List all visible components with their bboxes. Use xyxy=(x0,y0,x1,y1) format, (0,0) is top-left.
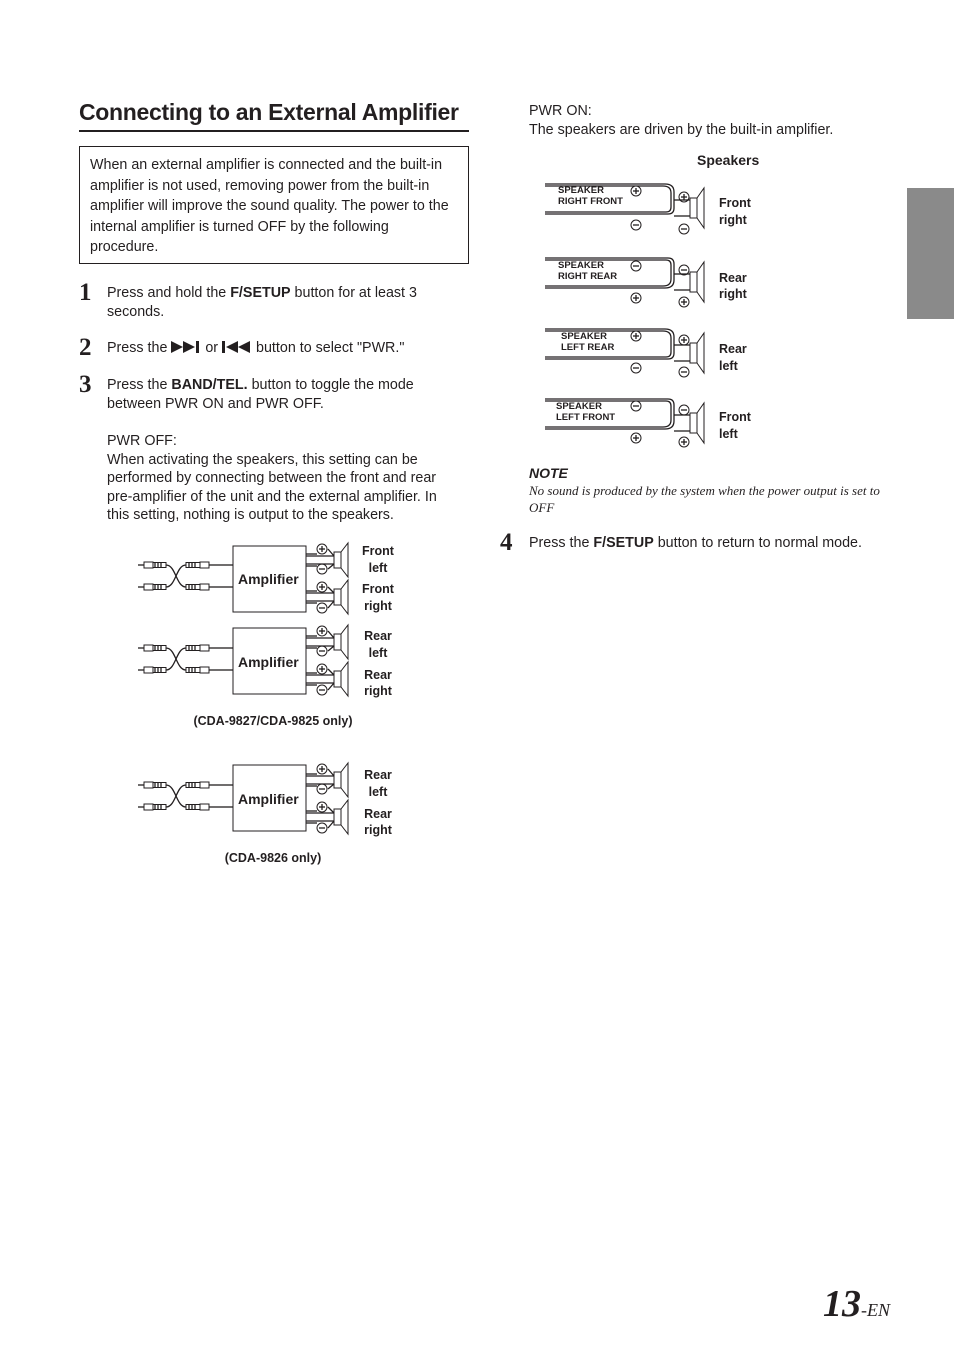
label-front-left-1: Front xyxy=(362,544,394,558)
label-rear-right-4: right xyxy=(364,823,392,837)
step-3-number: 3 xyxy=(79,371,92,398)
label-front-right-2: right xyxy=(364,599,392,613)
side-section-tab xyxy=(907,188,954,319)
speaker-label-lf-2: left xyxy=(719,427,738,441)
wire-label-rf-2: RIGHT FRONT xyxy=(558,196,623,207)
amplifier-label-2: Amplifier xyxy=(238,654,299,670)
page-number-value: 13 xyxy=(823,1283,861,1325)
label-front-left-2: left xyxy=(368,561,388,575)
label-rear-left-1: Rear xyxy=(364,629,392,643)
pwr-off-heading: PWR OFF: xyxy=(107,433,177,449)
step-1-text: Press and hold the F/SETUP button for at least 3 seconds. xyxy=(107,285,417,320)
page-title: Connecting to an External Amplifier xyxy=(79,99,459,125)
amplifier-label-3: Amplifier xyxy=(238,791,299,807)
pwr-off-section xyxy=(107,432,457,525)
label-front-right-1: Front xyxy=(362,582,394,596)
wire-label-rr-1: SPEAKER xyxy=(558,260,604,271)
speaker-row-right-front xyxy=(545,184,752,234)
page-number-suffix: -EN xyxy=(861,1300,890,1320)
pwr-on-section xyxy=(529,102,899,139)
note-title: NOTE xyxy=(529,465,568,481)
speaker-row-left-rear xyxy=(545,329,747,377)
label-rear-right-2: right xyxy=(364,684,392,698)
label-rear-left-2: left xyxy=(368,646,388,660)
skip-back-icon xyxy=(222,341,252,353)
speakers-heading: Speakers xyxy=(697,152,760,168)
amplifier-label-1: Amplifier xyxy=(238,571,299,587)
wire-label-lf-2: LEFT FRONT xyxy=(556,412,616,423)
wire-label-lr-1: SPEAKER xyxy=(561,331,607,342)
speaker-label-rf-1: Front xyxy=(719,196,751,210)
pwr-on-text: The speakers are driven by the built-in amplifier. xyxy=(529,121,834,138)
step-3-key: BAND/TEL. xyxy=(171,377,248,393)
skip-forward-icon xyxy=(171,341,201,353)
speaker-row-right-rear xyxy=(545,258,748,307)
caption-cda-9827: (CDA-9827/CDA-9825 only) xyxy=(193,714,353,728)
step-4-key: F/SETUP xyxy=(593,535,654,551)
wire-label-rf-1: SPEAKER xyxy=(558,185,604,196)
caption-cda-9826: (CDA-9826 only) xyxy=(224,851,322,865)
label-rear-left-4: left xyxy=(368,785,388,799)
pwr-off-text: When activating the speakers, this setting can be performed by connecting between the front and rear pre-amplifier of the unit and the external amplifier. In this setting, nothing is output to the speakers. xyxy=(107,451,437,524)
step-3-text: Press the BAND/TEL. button to toggle the mode between PWR ON and PWR OFF. xyxy=(107,377,414,412)
speaker-label-lr-1: Rear xyxy=(719,342,747,356)
intro-text: When an external amplifier is connected and the built-in amplifier is not used, removing power from the built-in amplifier will improve the sound quality. The power to the internal amplifier is turned OFF by the following procedure. xyxy=(90,157,449,255)
label-rear-right-1: Rear xyxy=(364,668,392,682)
speaker-label-lr-2: left xyxy=(719,359,738,373)
amplifier-connection-diagram xyxy=(130,538,400,878)
page-number xyxy=(823,1282,890,1326)
speaker-rows xyxy=(540,176,780,452)
step-1-key: F/SETUP xyxy=(230,285,291,301)
step-2-text: Press the or button to select "PWR." xyxy=(107,340,405,356)
speaker-label-lf-1: Front xyxy=(719,410,751,424)
title-underline xyxy=(79,130,469,132)
intro-box xyxy=(79,146,469,264)
speaker-row-left-front xyxy=(545,399,752,447)
wire-label-lr-2: LEFT REAR xyxy=(561,342,615,353)
label-rear-right-3: Rear xyxy=(364,807,392,821)
pwr-on-heading: PWR ON: xyxy=(529,103,592,119)
note-text: No sound is produced by the system when the power output is set to OFF xyxy=(529,483,880,515)
wire-label-rr-2: RIGHT REAR xyxy=(558,271,618,282)
speaker-label-rr-1: Rear xyxy=(719,271,747,285)
label-rear-left-3: Rear xyxy=(364,768,392,782)
speaker-label-rr-2: right xyxy=(719,287,747,301)
speaker-label-rf-2: right xyxy=(719,213,747,227)
step-4-text: Press the F/SETUP button to return to normal mode. xyxy=(529,535,862,551)
wire-label-lf-1: SPEAKER xyxy=(556,401,602,412)
step-4-number: 4 xyxy=(500,529,513,556)
step-2-number: 2 xyxy=(79,334,92,361)
step-1-number: 1 xyxy=(79,279,92,306)
